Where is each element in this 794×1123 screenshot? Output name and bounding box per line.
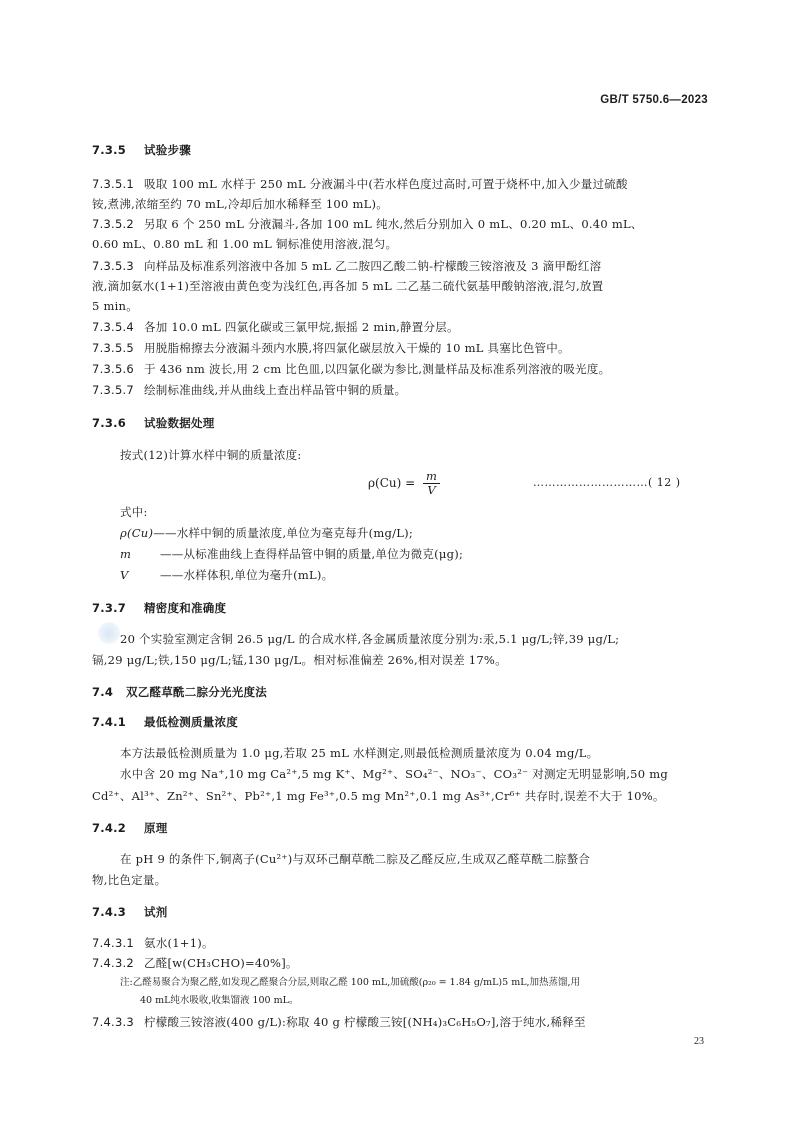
section-number: 7.4.2 bbox=[92, 821, 126, 835]
para-text: 柠檬酸三铵溶液(400 g/L):称取 40 g 柠檬酸三铵[(NH₄)₃C₆H₅O₇],溶于纯水,稀释至 bbox=[144, 1015, 586, 1029]
section-title: 精密度和准确度 bbox=[144, 601, 227, 615]
clause-number: 7.3.5.7 bbox=[92, 383, 134, 397]
variable-symbol: V bbox=[120, 568, 129, 582]
section-7-4-heading bbox=[92, 685, 708, 699]
para-7-4-3-2 bbox=[92, 956, 708, 970]
clause-number: 7.4.3.1 bbox=[92, 936, 134, 950]
section-7-3-7-heading bbox=[92, 601, 708, 615]
para-line: 5 min。 bbox=[92, 299, 138, 313]
para-text: 绘制标准曲线,并从曲线上查出样品管中铜的质量。 bbox=[144, 383, 407, 397]
section-title: 双乙醛草酰二腙分光光度法 bbox=[126, 685, 267, 699]
para-text: 向样品及标准系列溶液中各加 5 mL 乙二胺四乙酸二钠-柠檬酸三铵溶液及 3 滴甲酚红溶 bbox=[144, 259, 602, 273]
note: 40 mL纯水吸收,收集馏液 100 mL。 bbox=[140, 995, 299, 1006]
para-line: 物,比色定量。 bbox=[92, 873, 167, 887]
leader-dots: ………………………… bbox=[533, 476, 648, 489]
fraction bbox=[423, 470, 440, 497]
standard-code: GB/T 5750.6—2023 bbox=[600, 94, 708, 106]
where-label: 式中: bbox=[120, 505, 148, 519]
note: 注:乙醛易聚合为聚乙醛,如发现乙醛聚合分层,则取乙醛 100 mL,加硫酸(ρ₂₀ = 1.84 g/mL)5 mL,加热蒸馏,用 bbox=[120, 977, 581, 988]
variable-symbol: ρ(Cu) bbox=[120, 526, 154, 540]
para-text: 各加 10.0 mL 四氯化碳或三氯甲烷,振摇 2 min,静置分层。 bbox=[144, 320, 459, 334]
section-title: 最低检测质量浓度 bbox=[144, 715, 238, 729]
fraction-denominator: V bbox=[427, 483, 436, 497]
formula-intro: 按式(12)计算水样中铜的质量浓度: bbox=[120, 448, 302, 462]
section-7-4-3-heading bbox=[92, 905, 708, 919]
para-7-3-5-6 bbox=[92, 362, 708, 376]
clause-number: 7.3.5.6 bbox=[92, 362, 134, 376]
para-7-3-5-2 bbox=[92, 217, 708, 231]
formula-number bbox=[533, 476, 681, 489]
variable-desc: ——水样体积,单位为毫升(mL)。 bbox=[160, 568, 334, 582]
clause-number: 7.3.5.4 bbox=[92, 320, 134, 334]
variable-rho bbox=[120, 526, 708, 540]
fraction-numerator: m bbox=[423, 470, 440, 484]
formula-label: ( 12 ) bbox=[648, 476, 681, 489]
para-7-3-5-3 bbox=[92, 259, 708, 273]
variable-desc: ——水样中铜的质量浓度,单位为毫克每升(mg/L); bbox=[153, 526, 413, 540]
section-number: 7.3.6 bbox=[92, 416, 126, 430]
watermark-stamp bbox=[98, 622, 120, 644]
clause-number: 7.3.5.5 bbox=[92, 341, 134, 355]
para-line: 水中含 20 mg Na⁺,10 mg Ca²⁺,5 mg K⁺、Mg²⁺、SO₄²⁻、NO₃⁻、CO₃²⁻ 对测定无明显影响,50 mg bbox=[120, 767, 668, 781]
para-text: 另取 6 个 250 mL 分液漏斗,各加 100 mL 纯水,然后分别加入 0 mL、0.20 mL、0.40 mL、 bbox=[144, 217, 643, 231]
para-7-3-5-4 bbox=[92, 320, 708, 334]
section-number: 7.4.3 bbox=[92, 905, 126, 919]
para-line: 镉,29 μg/L;铁,150 μg/L;锰,130 μg/L。相对标准偏差 26%,相对误差 17%。 bbox=[92, 653, 507, 667]
para-text: 氨水(1+1)。 bbox=[144, 936, 214, 950]
para-line: 铵,煮沸,浓缩至约 70 mL,冷却后加水稀释至 100 mL)。 bbox=[92, 197, 388, 211]
section-number: 7.4 bbox=[92, 685, 114, 699]
section-7-4-1-heading bbox=[92, 715, 708, 729]
variable-desc: ——从标准曲线上查得样品管中铜的质量,单位为微克(μg); bbox=[160, 547, 464, 561]
para-line: Cd²⁺、Al³⁺、Zn²⁺、Sn²⁺、Pb²⁺,1 mg Fe³⁺,0.5 mg Mn²⁺,0.1 mg As³⁺,Cr⁶⁺ 共存时,误差不大于 10%。 bbox=[92, 789, 665, 803]
variable-m bbox=[120, 547, 708, 561]
section-7-3-6-heading bbox=[92, 416, 708, 430]
section-number: 7.3.7 bbox=[92, 601, 126, 615]
para-text: 乙醛[w(CH₃CHO)=40%]。 bbox=[144, 956, 298, 970]
para-text: 吸取 100 mL 水样于 250 mL 分液漏斗中(若水样色度过高时,可置于烧杯中,加入少量过硫酸 bbox=[144, 177, 628, 191]
clause-number: 7.3.5.1 bbox=[92, 177, 134, 191]
section-title: 试验数据处理 bbox=[144, 416, 215, 430]
clause-number: 7.3.5.3 bbox=[92, 259, 134, 273]
para-line: 在 pH 9 的条件下,铜离子(Cu²⁺)与双环己酮草酰二腙及乙醛反应,生成双乙醛草酰二腙螯合 bbox=[120, 852, 591, 866]
para-text: 用脱脂棉擦去分液漏斗颈内水膜,将四氯化碳层放入干燥的 10 mL 具塞比色管中。 bbox=[144, 341, 570, 355]
para-line: 本方法最低检测质量为 1.0 μg,若取 25 mL 水样测定,则最低检测质量浓度为 0.04 mg/L。 bbox=[120, 746, 599, 760]
variable-symbol: m bbox=[120, 547, 132, 561]
page-number: 23 bbox=[694, 1036, 704, 1047]
para-7-3-5-7 bbox=[92, 383, 708, 397]
para-line: 20 个实验室测定含铜 26.5 μg/L 的合成水样,各金属质量浓度分别为:汞,5.1 μg/L;锌,39 μg/L; bbox=[120, 632, 620, 646]
clause-number: 7.4.3.2 bbox=[92, 956, 134, 970]
section-number: 7.3.5 bbox=[92, 143, 126, 157]
para-7-3-5-1 bbox=[92, 177, 708, 191]
para-line: 液,滴加氨水(1+1)至溶液由黄色变为浅红色,再各加 5 mL 二乙基二硫代氨基甲酸钠溶液,混匀,放置 bbox=[92, 279, 604, 293]
para-7-4-3-3 bbox=[92, 1015, 708, 1029]
para-text: 于 436 nm 波长,用 2 cm 比色皿,以四氯化碳为参比,测量样品及标准系列溶液的吸光度。 bbox=[144, 362, 611, 376]
formula-lhs: ρ(Cu) = bbox=[368, 476, 416, 490]
clause-number: 7.4.3.3 bbox=[92, 1015, 134, 1029]
section-title: 原理 bbox=[144, 821, 168, 835]
variable-v bbox=[120, 568, 708, 582]
para-7-3-5-5 bbox=[92, 341, 708, 355]
clause-number: 7.3.5.2 bbox=[92, 217, 134, 231]
section-title: 试剂 bbox=[144, 905, 168, 919]
formula-12 bbox=[368, 470, 440, 498]
section-title: 试验步骤 bbox=[144, 143, 191, 157]
section-number: 7.4.1 bbox=[92, 715, 126, 729]
section-7-4-2-heading bbox=[92, 821, 708, 835]
section-7-3-5-heading bbox=[92, 143, 708, 157]
para-line: 0.60 mL、0.80 mL 和 1.00 mL 铜标准使用溶液,混匀。 bbox=[92, 237, 398, 251]
para-7-4-3-1 bbox=[92, 936, 708, 950]
